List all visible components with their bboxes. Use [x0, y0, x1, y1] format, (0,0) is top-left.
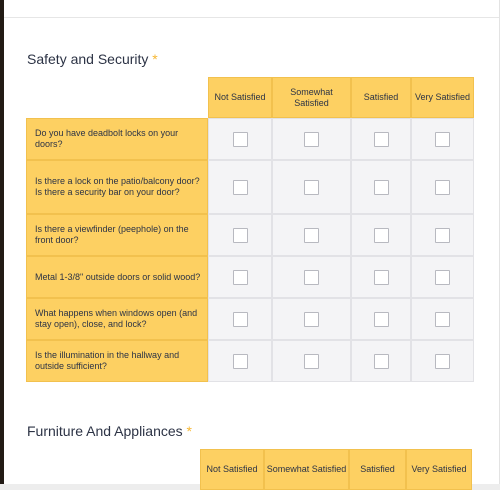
column-header: Somewhat Satisfied	[264, 449, 349, 490]
rating-checkbox[interactable]	[374, 312, 389, 327]
matrix-row	[26, 160, 474, 214]
matrix-corner	[26, 77, 208, 118]
matrix-cell	[208, 256, 272, 298]
rating-checkbox[interactable]	[374, 132, 389, 147]
column-header: Satisfied	[349, 449, 406, 490]
matrix-cell	[208, 118, 272, 160]
rating-checkbox[interactable]	[374, 354, 389, 369]
rating-checkbox[interactable]	[435, 312, 450, 327]
rating-checkbox[interactable]	[304, 270, 319, 285]
matrix-cell	[351, 160, 411, 214]
matrix-cell	[351, 340, 411, 382]
matrix-cell	[411, 118, 474, 160]
rating-checkbox[interactable]	[435, 354, 450, 369]
rating-checkbox[interactable]	[304, 132, 319, 147]
matrix-cell	[208, 160, 272, 214]
column-header: Very Satisfied	[411, 77, 474, 118]
matrix-cell	[272, 256, 351, 298]
matrix-cell	[351, 118, 411, 160]
rating-checkbox[interactable]	[233, 180, 248, 195]
card-top-divider	[4, 17, 500, 18]
matrix-cell	[411, 256, 474, 298]
rating-checkbox[interactable]	[435, 180, 450, 195]
rating-checkbox[interactable]	[435, 132, 450, 147]
row-question: Do you have deadbolt locks on your doors?	[26, 118, 208, 160]
section-title-furniture	[27, 422, 192, 440]
matrix-cell	[411, 160, 474, 214]
required-asterisk: *	[152, 51, 158, 67]
rating-checkbox[interactable]	[435, 228, 450, 243]
matrix-row	[26, 340, 474, 382]
rating-checkbox[interactable]	[233, 132, 248, 147]
rating-checkbox[interactable]	[304, 228, 319, 243]
rating-checkbox[interactable]	[233, 354, 248, 369]
section-title-text: Furniture And Appliances	[27, 423, 183, 439]
matrix-cell	[272, 340, 351, 382]
matrix-cell	[272, 298, 351, 340]
section-title-text: Safety and Security	[27, 51, 149, 67]
row-question: Is there a lock on the patio/balcony door? Is there a security bar on your door?	[26, 160, 208, 214]
section-title-safety	[27, 50, 158, 68]
matrix-cell	[411, 298, 474, 340]
row-question: What happens when windows open (and stay open), close, and lock?	[26, 298, 208, 340]
column-header: Satisfied	[351, 77, 411, 118]
rating-checkbox[interactable]	[435, 270, 450, 285]
required-asterisk: *	[186, 423, 192, 439]
matrix-row	[26, 118, 474, 160]
rating-checkbox[interactable]	[304, 354, 319, 369]
rating-checkbox[interactable]	[233, 270, 248, 285]
matrix-cell	[272, 214, 351, 256]
matrix-row	[26, 214, 474, 256]
matrix-cell	[351, 298, 411, 340]
form-card	[4, 0, 500, 484]
matrix-cell	[208, 340, 272, 382]
column-header: Somewhat Satisfied	[272, 77, 351, 118]
rating-checkbox[interactable]	[304, 180, 319, 195]
column-header: Very Satisfied	[406, 449, 472, 490]
column-header: Not Satisfied	[208, 77, 272, 118]
row-question: Is there a viewfinder (peephole) on the front door?	[26, 214, 208, 256]
matrix-cell	[208, 214, 272, 256]
rating-checkbox[interactable]	[374, 270, 389, 285]
matrix-cell	[208, 298, 272, 340]
matrix-cell	[411, 340, 474, 382]
rating-checkbox[interactable]	[233, 228, 248, 243]
matrix-cell	[351, 256, 411, 298]
rating-checkbox[interactable]	[233, 312, 248, 327]
rating-checkbox[interactable]	[304, 312, 319, 327]
matrix-cell	[272, 118, 351, 160]
matrix-row	[26, 298, 474, 340]
row-question: Is the illumination in the hallway and outside sufficient?	[26, 340, 208, 382]
rating-checkbox[interactable]	[374, 228, 389, 243]
column-header: Not Satisfied	[200, 449, 264, 490]
matrix-safety	[26, 77, 474, 382]
matrix-row	[26, 256, 474, 298]
rating-checkbox[interactable]	[374, 180, 389, 195]
matrix-cell	[411, 214, 474, 256]
matrix-cell	[272, 160, 351, 214]
matrix-cell	[351, 214, 411, 256]
row-question: Metal 1-3/8" outside doors or solid wood?	[26, 256, 208, 298]
matrix-header-row	[26, 77, 474, 118]
